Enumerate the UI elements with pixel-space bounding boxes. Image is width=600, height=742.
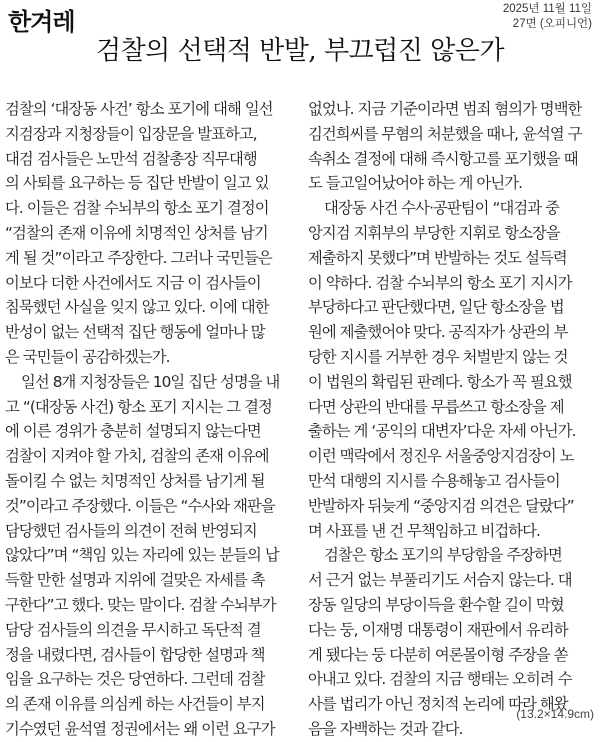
issue-meta xyxy=(503,2,592,32)
text-line: 게 됐다는 둥 다분히 여론몰이형 주장을 쏟 xyxy=(308,645,568,664)
text-line: 없었나. 지금 기준이라면 범죄 혐의가 명백한 xyxy=(308,100,582,118)
text-line: 대장동 사건 수사·공판팀이 “대검과 중 xyxy=(324,199,559,218)
text-line: 이 법원의 확립된 판례다. 항소가 꼭 필요했 xyxy=(308,372,572,391)
text-line: 이런 맥락에서 정진우 서울중앙지검장이 노 xyxy=(308,447,574,466)
text-line: 출하는 게 ‘공익의 대변자’다운 자세 아닌가. xyxy=(308,422,576,441)
text-line: 은 국민들이 공감하겠는가. xyxy=(5,347,170,366)
text-line: 기수였던 윤석열 정권에서는 왜 이런 요구가 xyxy=(5,719,275,738)
text-line: 음을 자백하는 것과 같다. xyxy=(308,719,463,738)
editorial-title: 검찰의 선택적 반발, 부끄럽진 않은가 xyxy=(95,36,505,66)
text-line: 담당 검사들의 의견을 무시하고 독단적 결 xyxy=(5,620,261,639)
text-line: 김건희씨를 무혐의 처분했을 때나, 윤석열 구 xyxy=(308,124,582,143)
text-line: 것”이라고 주장했다. 이들은 “수사와 재판을 xyxy=(5,496,275,515)
text-line: 다. 이들은 검찰 수뇌부의 항소 포기 결정이 xyxy=(5,199,269,218)
text-line: 돌이킬 수 없는 치명적인 상처를 남기게 될 xyxy=(5,471,265,490)
text-line: 게 될 것”이라고 주장한다. 그러나 국민들은 xyxy=(5,248,272,267)
text-line: 도 들고일어났어야 하는 게 아닌가. xyxy=(308,174,523,193)
text-line: 만석 대행의 지시를 수용해놓고 검사들이 xyxy=(308,471,560,490)
text-line: 앙지검 지휘부의 부당한 지휘로 항소장을 xyxy=(308,223,560,242)
text-line: 침묵했던 사실을 잊지 않고 있다. 이에 대한 xyxy=(5,298,269,317)
text-line: 아내고 있다. 검찰의 지금 행태는 오히려 수 xyxy=(308,670,572,689)
issue-date: 2025년 11월 11일 xyxy=(502,3,592,15)
text-line: 이보다 더한 사건에서도 지금 이 검사들이 xyxy=(5,273,261,292)
text-line: 정을 내렸다면, 검사들이 합당한 설명과 책 xyxy=(5,645,265,664)
text-line: 원에 제출했어야 맞다. 공직자가 상관의 부 xyxy=(308,323,568,342)
text-line: 반발하자 뒤늦게 “중앙지검 의견은 달랐다” xyxy=(308,496,574,515)
text-line: 당한 지시를 거부한 경우 처벌받지 않는 것 xyxy=(308,347,568,366)
text-line: 의 사퇴를 요구하는 등 집단 반발이 일고 있 xyxy=(5,174,269,193)
text-line: 다는 둥, 이재명 대통령이 재판에서 유리하 xyxy=(308,620,568,639)
text-line: 속취소 결정에 대해 즉시항고를 포기했을 때 xyxy=(308,149,578,168)
text-line: 검찰이 지켜야 할 가치, 검찰의 존재 이유에 xyxy=(5,447,269,466)
page-section: 27면 (오피니언) xyxy=(512,18,592,30)
text-line: 제출하지 못했다”며 반발하는 것도 설득력 xyxy=(308,248,567,267)
text-line: 고 “(대장동 사건) 항소 포기 지시는 그 결정 xyxy=(5,397,272,416)
text-line: 이 약하다. 검찰 수뇌부의 항소 포기 지시가 xyxy=(308,273,572,292)
text-line: 서 근거 없는 부풀리기도 서슴지 않는다. 대 xyxy=(308,571,572,590)
text-line: 검찰은 항소 포기의 부당함을 주장하면 xyxy=(324,546,562,565)
text-line: 않았다”며 “책임 있는 자리에 있는 분들의 납 xyxy=(5,546,279,565)
text-line: 며 사표를 낸 건 무책임하고 비겁하다. xyxy=(308,521,540,540)
text-line: 일선 8개 지청장들은 10일 집단 성명을 내 xyxy=(21,372,280,391)
text-line: 득할 만한 설명과 지위에 걸맞은 자세를 촉 xyxy=(5,571,265,590)
newspaper-logo: 한겨레 xyxy=(8,8,75,36)
text-line: “검찰의 존재 이유에 치명적인 상처를 남기 xyxy=(5,223,268,242)
text-line: 의 존재 이유를 의심케 하는 사건들이 부지 xyxy=(5,695,265,714)
text-line: 임을 요구하는 것은 당연하다. 그런데 검찰 xyxy=(5,670,265,689)
text-line: 사를 법리가 아닌 정치적 논리에 따라 해왔 xyxy=(308,695,568,714)
text-line: 다면 상관의 반대를 무릅쓰고 항소장을 제 xyxy=(308,397,564,416)
text-line: 지검장과 지청장들이 입장문을 발표하고, xyxy=(5,124,257,143)
text-line: 검찰의 ‘대장동 사건’ 항소 포기에 대해 일선 xyxy=(5,100,273,118)
text-line: 담당했던 검사들의 의견이 전혀 반영되지 xyxy=(5,521,257,540)
text-line: 구한다”고 했다. 맞는 말이다. 검찰 수뇌부가 xyxy=(5,595,276,614)
article-size: (13.2×14.9cm) xyxy=(516,707,594,721)
left-column xyxy=(5,97,296,742)
text-line: 대검 검사들은 노만석 검찰총장 직무대행 xyxy=(5,149,257,168)
text-line: 부당하다고 판단했다면, 일단 항소장을 법 xyxy=(308,298,564,317)
text-line: 반성이 없는 선택적 집단 행동에 얼마나 많 xyxy=(5,323,265,342)
text-line: 에 이른 경위가 충분히 설명되지 않는다면 xyxy=(5,422,261,441)
right-column xyxy=(308,97,599,742)
text-line: 장동 일당의 부당이득을 환수할 길이 막혔 xyxy=(308,595,564,614)
